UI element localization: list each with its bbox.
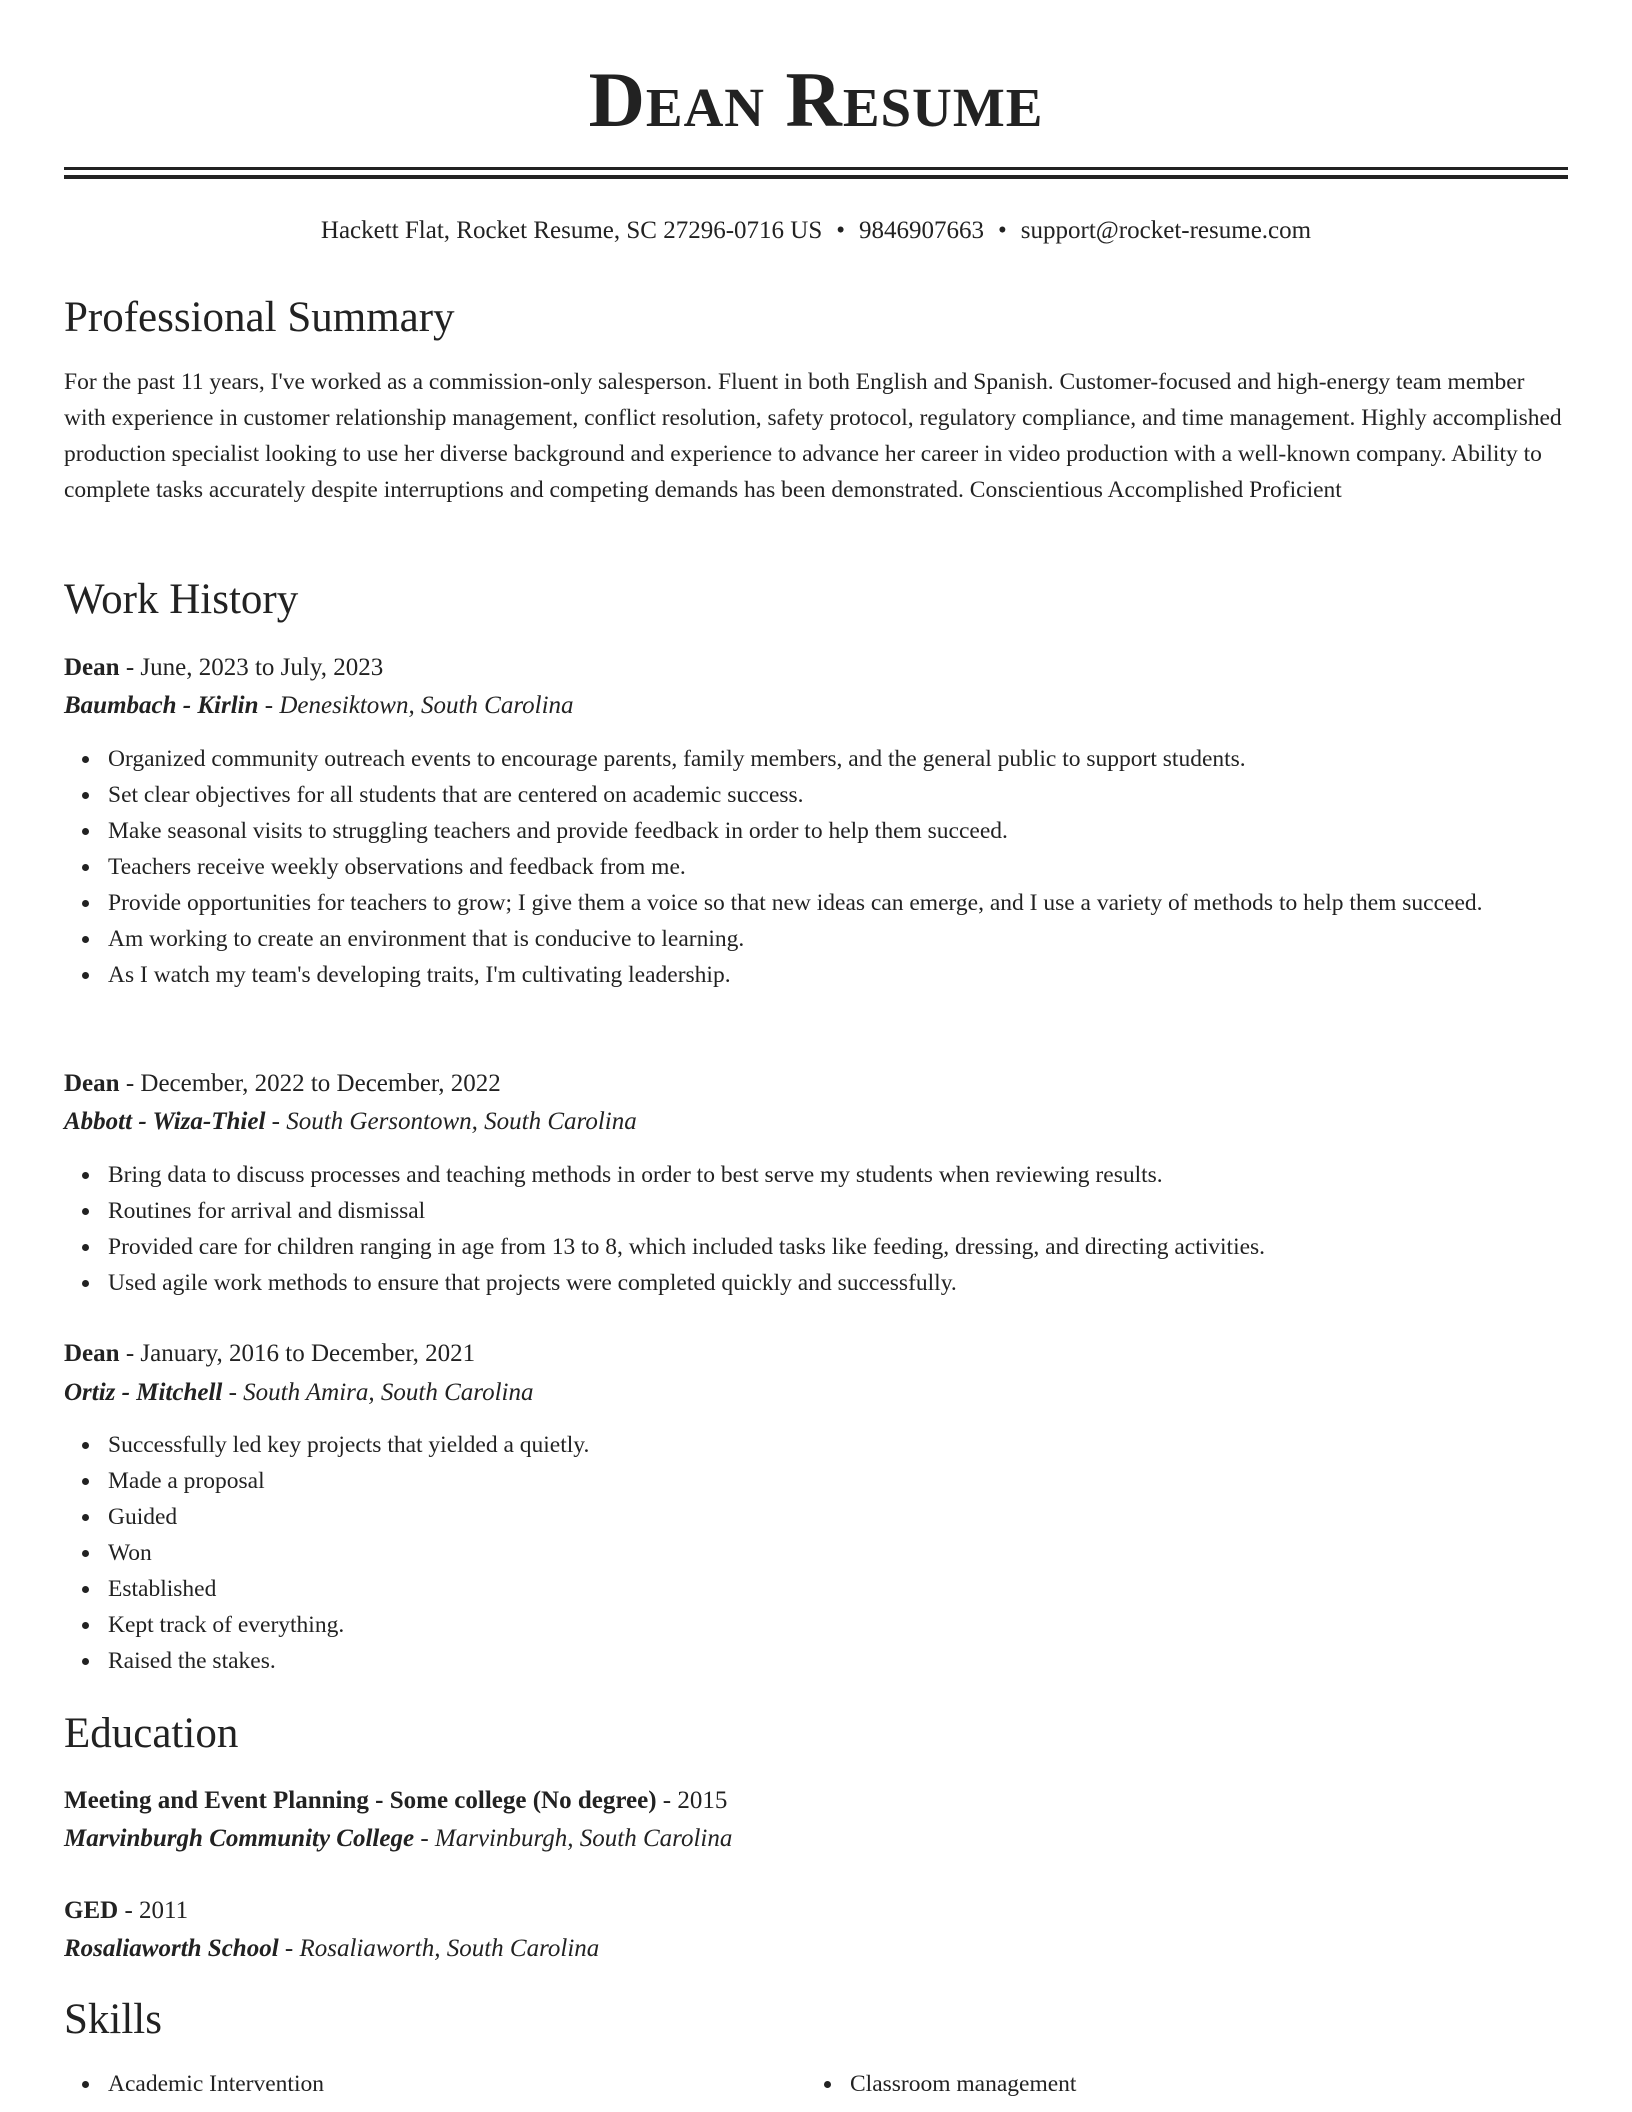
contact-address: Hackett Flat, Rocket Resume, SC 27296-0716 US bbox=[320, 217, 823, 244]
education-school: Rosaliaworth School bbox=[64, 1935, 279, 1962]
list-item: Made a proposal bbox=[108, 1463, 1568, 1499]
job-duties-list bbox=[64, 1427, 1568, 1679]
list-item: Raised the stakes. bbox=[108, 1643, 1568, 1679]
job-title: Dean bbox=[64, 1070, 120, 1097]
list-item: Won bbox=[108, 1535, 1568, 1571]
job-location: - South Gersontown, South Carolina bbox=[265, 1108, 637, 1135]
job-location: - Denesiktown, South Carolina bbox=[258, 692, 574, 719]
education-degree: GED bbox=[64, 1897, 119, 1924]
skill-item: Classroom management bbox=[850, 2066, 1076, 2102]
list-item: Teachers receive weekly observations and feedback from me. bbox=[108, 849, 1568, 885]
job-dates: - December, 2022 to December, 2022 bbox=[119, 1070, 501, 1097]
job-dates: - January, 2016 to December, 2021 bbox=[119, 1340, 476, 1367]
summary-heading: Professional Summary bbox=[64, 294, 455, 341]
resume-page bbox=[64, 0, 1568, 2097]
list-item: Successfully led key projects that yielded a quietly. bbox=[108, 1427, 1568, 1463]
job-employer: Ortiz - Mitchell bbox=[64, 1379, 223, 1406]
job-employer-line bbox=[64, 1104, 637, 1140]
skills-list-left bbox=[64, 2066, 324, 2102]
education-heading: Education bbox=[64, 1710, 239, 1757]
header-rule-top bbox=[64, 167, 1568, 170]
education-year: - 2015 bbox=[656, 1787, 728, 1814]
list-item: As I watch my team's developing traits, I'm cultivating leadership. bbox=[108, 957, 1568, 993]
contact-line bbox=[64, 214, 1568, 248]
education-year: - 2011 bbox=[118, 1897, 189, 1924]
contact-email: support@rocket-resume.com bbox=[1020, 217, 1312, 244]
list-item: Established bbox=[108, 1571, 1568, 1607]
list-item: Provided care for children ranging in age from 13 to 8, which included tasks like feeding, dressing, and directing activities. bbox=[108, 1229, 1568, 1265]
work-history-heading: Work History bbox=[64, 576, 299, 623]
job-duties-list bbox=[64, 741, 1568, 993]
job-duties-list bbox=[64, 1157, 1568, 1301]
job-title-line bbox=[64, 650, 383, 686]
contact-separator: • bbox=[998, 217, 1007, 244]
skills-heading: Skills bbox=[64, 1996, 162, 2043]
list-item: Am working to create an environment that is conducive to learning. bbox=[108, 921, 1568, 957]
education-school: Marvinburgh Community College bbox=[64, 1825, 415, 1852]
education-degree-line bbox=[64, 1783, 727, 1819]
list-item: Organized community outreach events to encourage parents, family members, and the general public to support students. bbox=[108, 741, 1568, 777]
list-item: Make seasonal visits to struggling teachers and provide feedback in order to help them succeed. bbox=[108, 813, 1568, 849]
job-title: Dean bbox=[64, 1340, 120, 1367]
education-location: - Marvinburgh, South Carolina bbox=[414, 1825, 733, 1852]
job-employer: Abbott - Wiza-Thiel bbox=[64, 1108, 266, 1135]
contact-phone: 9846907663 bbox=[859, 217, 985, 244]
job-employer-line bbox=[64, 688, 574, 724]
education-degree-line bbox=[64, 1893, 188, 1929]
education-school-line bbox=[64, 1931, 599, 1967]
job-location: - South Amira, South Carolina bbox=[222, 1379, 534, 1406]
job-title-line bbox=[64, 1336, 475, 1372]
list-item: Kept track of everything. bbox=[108, 1607, 1568, 1643]
list-item: Routines for arrival and dismissal bbox=[108, 1193, 1568, 1229]
list-item: Provide opportunities for teachers to grow; I give them a voice so that new ideas can emerge, and I use a variety of methods to help them succeed. bbox=[108, 885, 1568, 921]
header-rule-bottom bbox=[64, 175, 1568, 179]
education-location: - Rosaliaworth, South Carolina bbox=[278, 1935, 600, 1962]
education-degree: Meeting and Event Planning - Some college (No degree) bbox=[64, 1787, 657, 1814]
skills-list-right bbox=[806, 2066, 1076, 2102]
list-item: Bring data to discuss processes and teaching methods in order to best serve my students when reviewing results. bbox=[108, 1157, 1568, 1193]
job-employer: Baumbach - Kirlin bbox=[64, 692, 259, 719]
contact-separator: • bbox=[836, 217, 846, 244]
job-dates: - June, 2023 to July, 2023 bbox=[119, 654, 384, 681]
list-item: Set clear objectives for all students that are centered on academic success. bbox=[108, 777, 1568, 813]
skill-item: Academic Intervention bbox=[108, 2066, 324, 2102]
job-title: Dean bbox=[64, 654, 120, 681]
list-item: Guided bbox=[108, 1499, 1568, 1535]
job-title-line bbox=[64, 1066, 501, 1102]
list-item: Used agile work methods to ensure that projects were completed quickly and successfully. bbox=[108, 1265, 1568, 1301]
summary-text: For the past 11 years, I've worked as a commission-only salesperson. Fluent in both English and Spanish. Customer-focused and high-energy team member with experience in customer relationship management, conflict resolution, safety protocol, regulatory compliance, and time management. Highly accomplished production specialist looking to use her diverse background and experience to advance her career in video production with a well-known company. Ability to complete tasks accurately despite interruptions and competing demands has been demonstrated. Conscientious Accomplished Proficient bbox=[64, 369, 1562, 503]
resume-name: Dean Resume bbox=[588, 56, 1044, 143]
job-employer-line bbox=[64, 1375, 533, 1411]
education-school-line bbox=[64, 1821, 732, 1857]
